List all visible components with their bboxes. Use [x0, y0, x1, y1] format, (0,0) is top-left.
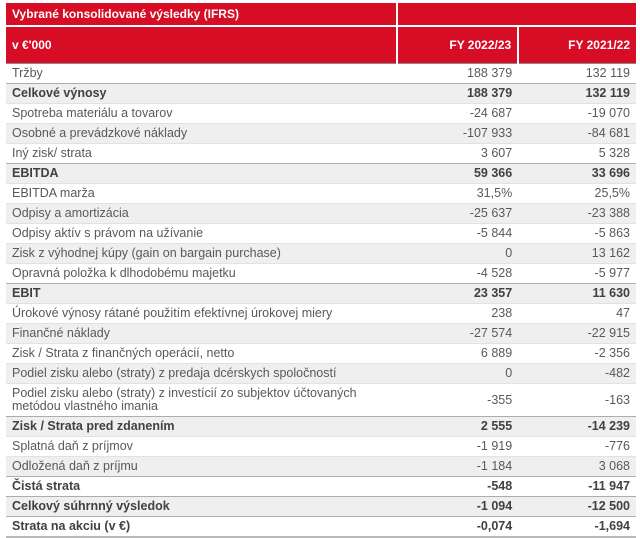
- row-label: Úrokové výnosy rátané použitím efektívnej úrokovej miery: [6, 304, 397, 324]
- value-fy-2021-22: -482: [518, 364, 636, 384]
- value-fy-2022-23: 6 889: [397, 344, 519, 364]
- table-row: [6, 344, 636, 364]
- value-fy-2022-23: 3 607: [397, 144, 519, 164]
- value-fy-2022-23: -27 574: [397, 324, 519, 344]
- value-fy-2021-22: -776: [518, 437, 636, 457]
- row-label: Čistá strata: [6, 477, 397, 497]
- value-fy-2021-22: -5 863: [518, 224, 636, 244]
- table-row: [6, 437, 636, 457]
- table-row: [6, 124, 636, 144]
- value-fy-2022-23: 188 379: [397, 64, 519, 84]
- row-label: Zisk / Strata z finančných operácií, netto: [6, 344, 397, 364]
- row-label: Zisk / Strata pred zdanením: [6, 417, 397, 437]
- table-row: [6, 164, 636, 184]
- table-row: [6, 224, 636, 244]
- value-fy-2021-22: 33 696: [518, 164, 636, 184]
- value-fy-2022-23: 0: [397, 364, 519, 384]
- table-row: [6, 144, 636, 164]
- row-label: Podiel zisku alebo (straty) z predaja dcérskych spoločností: [6, 364, 397, 384]
- value-fy-2021-22: -12 500: [518, 497, 636, 517]
- row-label: Splatná daň z príjmov: [6, 437, 397, 457]
- table-row: [6, 244, 636, 264]
- table-row: [6, 304, 636, 324]
- value-fy-2022-23: 2 555: [397, 417, 519, 437]
- row-label: Tržby: [6, 64, 397, 84]
- value-fy-2022-23: -1 919: [397, 437, 519, 457]
- table-body: [6, 64, 636, 538]
- table-row: [6, 84, 636, 104]
- table-row: [6, 477, 636, 497]
- row-label: Celkové výnosy: [6, 84, 397, 104]
- value-fy-2022-23: -1 184: [397, 457, 519, 477]
- value-fy-2021-22: 5 328: [518, 144, 636, 164]
- value-fy-2021-22: -14 239: [518, 417, 636, 437]
- value-fy-2022-23: -107 933: [397, 124, 519, 144]
- value-fy-2022-23: -24 687: [397, 104, 519, 124]
- row-label: Odpisy a amortizácia: [6, 204, 397, 224]
- row-label: Spotreba materiálu a tovarov: [6, 104, 397, 124]
- table-row: [6, 64, 636, 84]
- value-fy-2022-23: 31,5%: [397, 184, 519, 204]
- table-row: [6, 364, 636, 384]
- value-fy-2022-23: -1 094: [397, 497, 519, 517]
- value-fy-2021-22: 25,5%: [518, 184, 636, 204]
- row-label: Odpisy aktív s právom na užívanie: [6, 224, 397, 244]
- column-header-fy-2021-22: FY 2021/22: [518, 26, 636, 64]
- value-fy-2022-23: 0: [397, 244, 519, 264]
- value-fy-2021-22: -163: [518, 384, 636, 417]
- table-row: [6, 517, 636, 538]
- row-label: Strata na akciu (v €): [6, 517, 397, 538]
- table-row: [6, 104, 636, 124]
- row-label: Zisk z výhodnej kúpy (gain on bargain purchase): [6, 244, 397, 264]
- row-label: Iný zisk/ strata: [6, 144, 397, 164]
- table-row: [6, 324, 636, 344]
- value-fy-2022-23: -5 844: [397, 224, 519, 244]
- row-label: Celkový súhrnný výsledok: [6, 497, 397, 517]
- value-fy-2021-22: -19 070: [518, 104, 636, 124]
- table-header: [6, 3, 636, 64]
- header-columns-row: [6, 26, 636, 64]
- value-fy-2022-23: 23 357: [397, 284, 519, 304]
- header-title-row: [6, 3, 636, 26]
- value-fy-2021-22: -23 388: [518, 204, 636, 224]
- value-fy-2021-22: -84 681: [518, 124, 636, 144]
- value-fy-2021-22: 11 630: [518, 284, 636, 304]
- table-row: [6, 384, 636, 417]
- value-fy-2021-22: -1,694: [518, 517, 636, 538]
- row-label: Osobné a prevádzkové náklady: [6, 124, 397, 144]
- value-fy-2021-22: -11 947: [518, 477, 636, 497]
- row-label: Podiel zisku alebo (straty) z investícií zo subjektov účtovaných metódou vlastného imania: [6, 384, 397, 417]
- row-label: EBIT: [6, 284, 397, 304]
- value-fy-2022-23: -548: [397, 477, 519, 497]
- table-row: [6, 497, 636, 517]
- row-label: Opravná položka k dlhodobému majetku: [6, 264, 397, 284]
- value-fy-2021-22: -22 915: [518, 324, 636, 344]
- value-fy-2022-23: -25 637: [397, 204, 519, 224]
- value-fy-2022-23: -4 528: [397, 264, 519, 284]
- value-fy-2021-22: 3 068: [518, 457, 636, 477]
- value-fy-2021-22: -5 977: [518, 264, 636, 284]
- value-fy-2022-23: -0,074: [397, 517, 519, 538]
- table-row: [6, 417, 636, 437]
- financial-results-table: [6, 3, 636, 538]
- table-title: Vybrané konsolidované výsledky (IFRS): [6, 3, 397, 26]
- value-fy-2022-23: 238: [397, 304, 519, 324]
- row-label: Odložená daň z príjmu: [6, 457, 397, 477]
- table-row: [6, 284, 636, 304]
- header-title-spacer: [397, 3, 636, 26]
- value-fy-2021-22: 132 119: [518, 64, 636, 84]
- table-row: [6, 264, 636, 284]
- value-fy-2022-23: -355: [397, 384, 519, 417]
- table-row: [6, 184, 636, 204]
- value-fy-2021-22: 132 119: [518, 84, 636, 104]
- table-row: [6, 457, 636, 477]
- unit-label: v €'000: [6, 26, 397, 64]
- value-fy-2022-23: 188 379: [397, 84, 519, 104]
- value-fy-2021-22: 13 162: [518, 244, 636, 264]
- row-label: EBITDA: [6, 164, 397, 184]
- value-fy-2021-22: -2 356: [518, 344, 636, 364]
- row-label: EBITDA marža: [6, 184, 397, 204]
- column-header-fy-2022-23: FY 2022/23: [397, 26, 519, 64]
- row-label: Finančné náklady: [6, 324, 397, 344]
- value-fy-2021-22: 47: [518, 304, 636, 324]
- value-fy-2022-23: 59 366: [397, 164, 519, 184]
- table-row: [6, 204, 636, 224]
